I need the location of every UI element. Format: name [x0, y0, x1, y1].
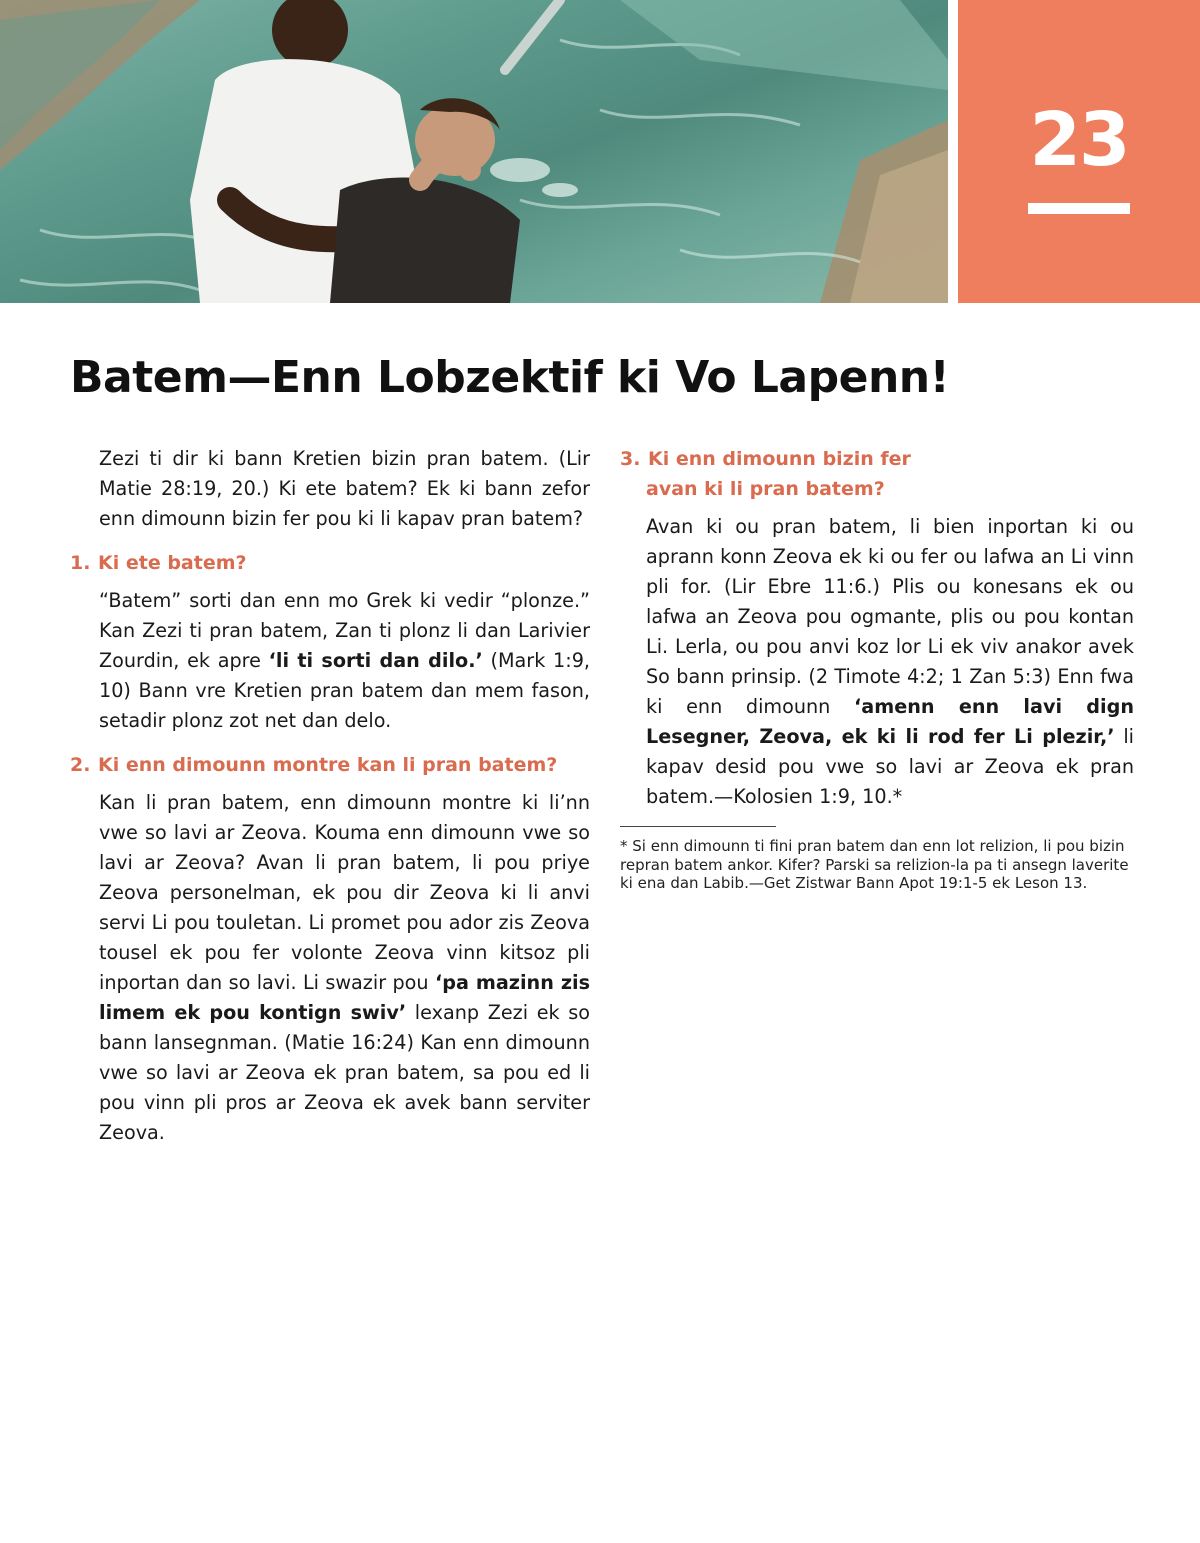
man-head — [272, 0, 348, 68]
question-number: 2. — [70, 754, 91, 776]
emphasis-quote: ‘pa mazinn zis limem ek pou kontign swiv’ — [99, 971, 590, 1024]
text-run: “Batem” sorti dan enn mo Grek ki vedir “plonze.” Kan Zezi ti pran batem, Zan ti plonz li dan Larivier Zourdin, ek apre — [99, 589, 590, 672]
question-number: 1. — [70, 552, 91, 574]
footnote-divider — [620, 826, 776, 827]
pool-rail — [505, 0, 560, 70]
question-number: 3. — [620, 448, 641, 470]
baptism-photo — [0, 0, 948, 303]
question-text-line-1: Ki enn dimounn bizin fer — [648, 448, 911, 470]
text-run: li kapav desid pou vwe so lavi ar Zeova ek pran batem.—Kolosien 1:9, 10.* — [646, 725, 1134, 808]
chapter-underline — [1028, 203, 1130, 214]
woman-shirt — [330, 178, 520, 303]
answer-paragraph-2 — [70, 788, 590, 1148]
answer-paragraph-1 — [70, 586, 590, 736]
left-column — [70, 444, 590, 1148]
text-run: (Mark 1:9, 10) Bann vre Kretien pran batem dan mem fason, setadir plonz zot net dan delo. — [99, 649, 590, 732]
page-title: Batem—Enn Lobzektif ki Vo Lapenn! — [70, 352, 950, 403]
right-column — [620, 444, 1134, 893]
chapter-number-box — [958, 0, 1200, 303]
question-heading-3 — [620, 444, 1134, 504]
emphasis-quote: ‘li ti sorti dan dilo.’ — [268, 649, 483, 672]
pool-scene-illustration — [0, 0, 948, 303]
text-run: Kan li pran batem, enn dimounn montre ki li’nn vwe so lavi ar Zeova. Kouma enn dimounn vwe so lavi ar Zeova? Avan li pran batem, li pou priye Zeova personelman, ek pou dir Zeova ki li anvi servi Li pou touletan. Li promet pou ador zis Zeova tousel ek pou fer volonte Zeova vinn kitsoz pli inportan dan so lavi. Li swazir pou — [99, 791, 590, 994]
question-text: Ki enn dimounn montre kan li pran batem? — [98, 754, 558, 776]
question-text-line-2: avan ki li pran batem? — [646, 478, 885, 500]
question-text: Ki ete batem? — [98, 552, 247, 574]
question-heading-2 — [70, 750, 590, 780]
text-run: lexanp Zezi ek so bann lansegnman. (Matie 16:24) Kan enn dimounn vwe so lavi ar Zeova ek pran batem, sa pou ed li pou vinn pli pros ar Zeova ek avek bann serviter Zeova. — [99, 1001, 590, 1144]
question-heading-1 — [70, 548, 590, 578]
chapter-number: 23 — [1029, 97, 1129, 183]
answer-paragraph-3 — [620, 512, 1134, 812]
footnote: * Si enn dimounn ti fini pran batem dan enn lot relizion, li pou bizin repran batem ankor. Kifer? Parski sa relizion-la pa ti ansegn laverite ki ena dan Labib.—Get Zistwar Bann Apot 19:1-5 ek Leson 13. — [620, 837, 1129, 892]
text-run: Avan ki ou pran batem, li bien inportan ki ou aprann konn Zeova ek ki ou fer ou lafwa an Li vinn pli for. (Lir Ebre 11:6.) Plis ou konesans ek ou lafwa an Zeova pou ogmante, plis ou pou kontan Li. Lerla, ou pou anvi koz lor Li ek viv anakor avek So bann prinsip. (2 Timote 4:2; 1 Zan 5:3) Enn fwa ki enn dimounn — [646, 515, 1134, 718]
intro-paragraph: Zezi ti dir ki bann Kretien bizin pran batem. (Lir Matie 28:19, 20.) Ki ete batem? Ek ki bann zefor enn dimounn bizin fer pou ki li kapav pran batem? — [99, 447, 590, 530]
emphasis-quote: ‘amenn enn lavi dign Lesegner, Zeova, ek ki li rod fer Li plezir,’ — [646, 695, 1134, 748]
